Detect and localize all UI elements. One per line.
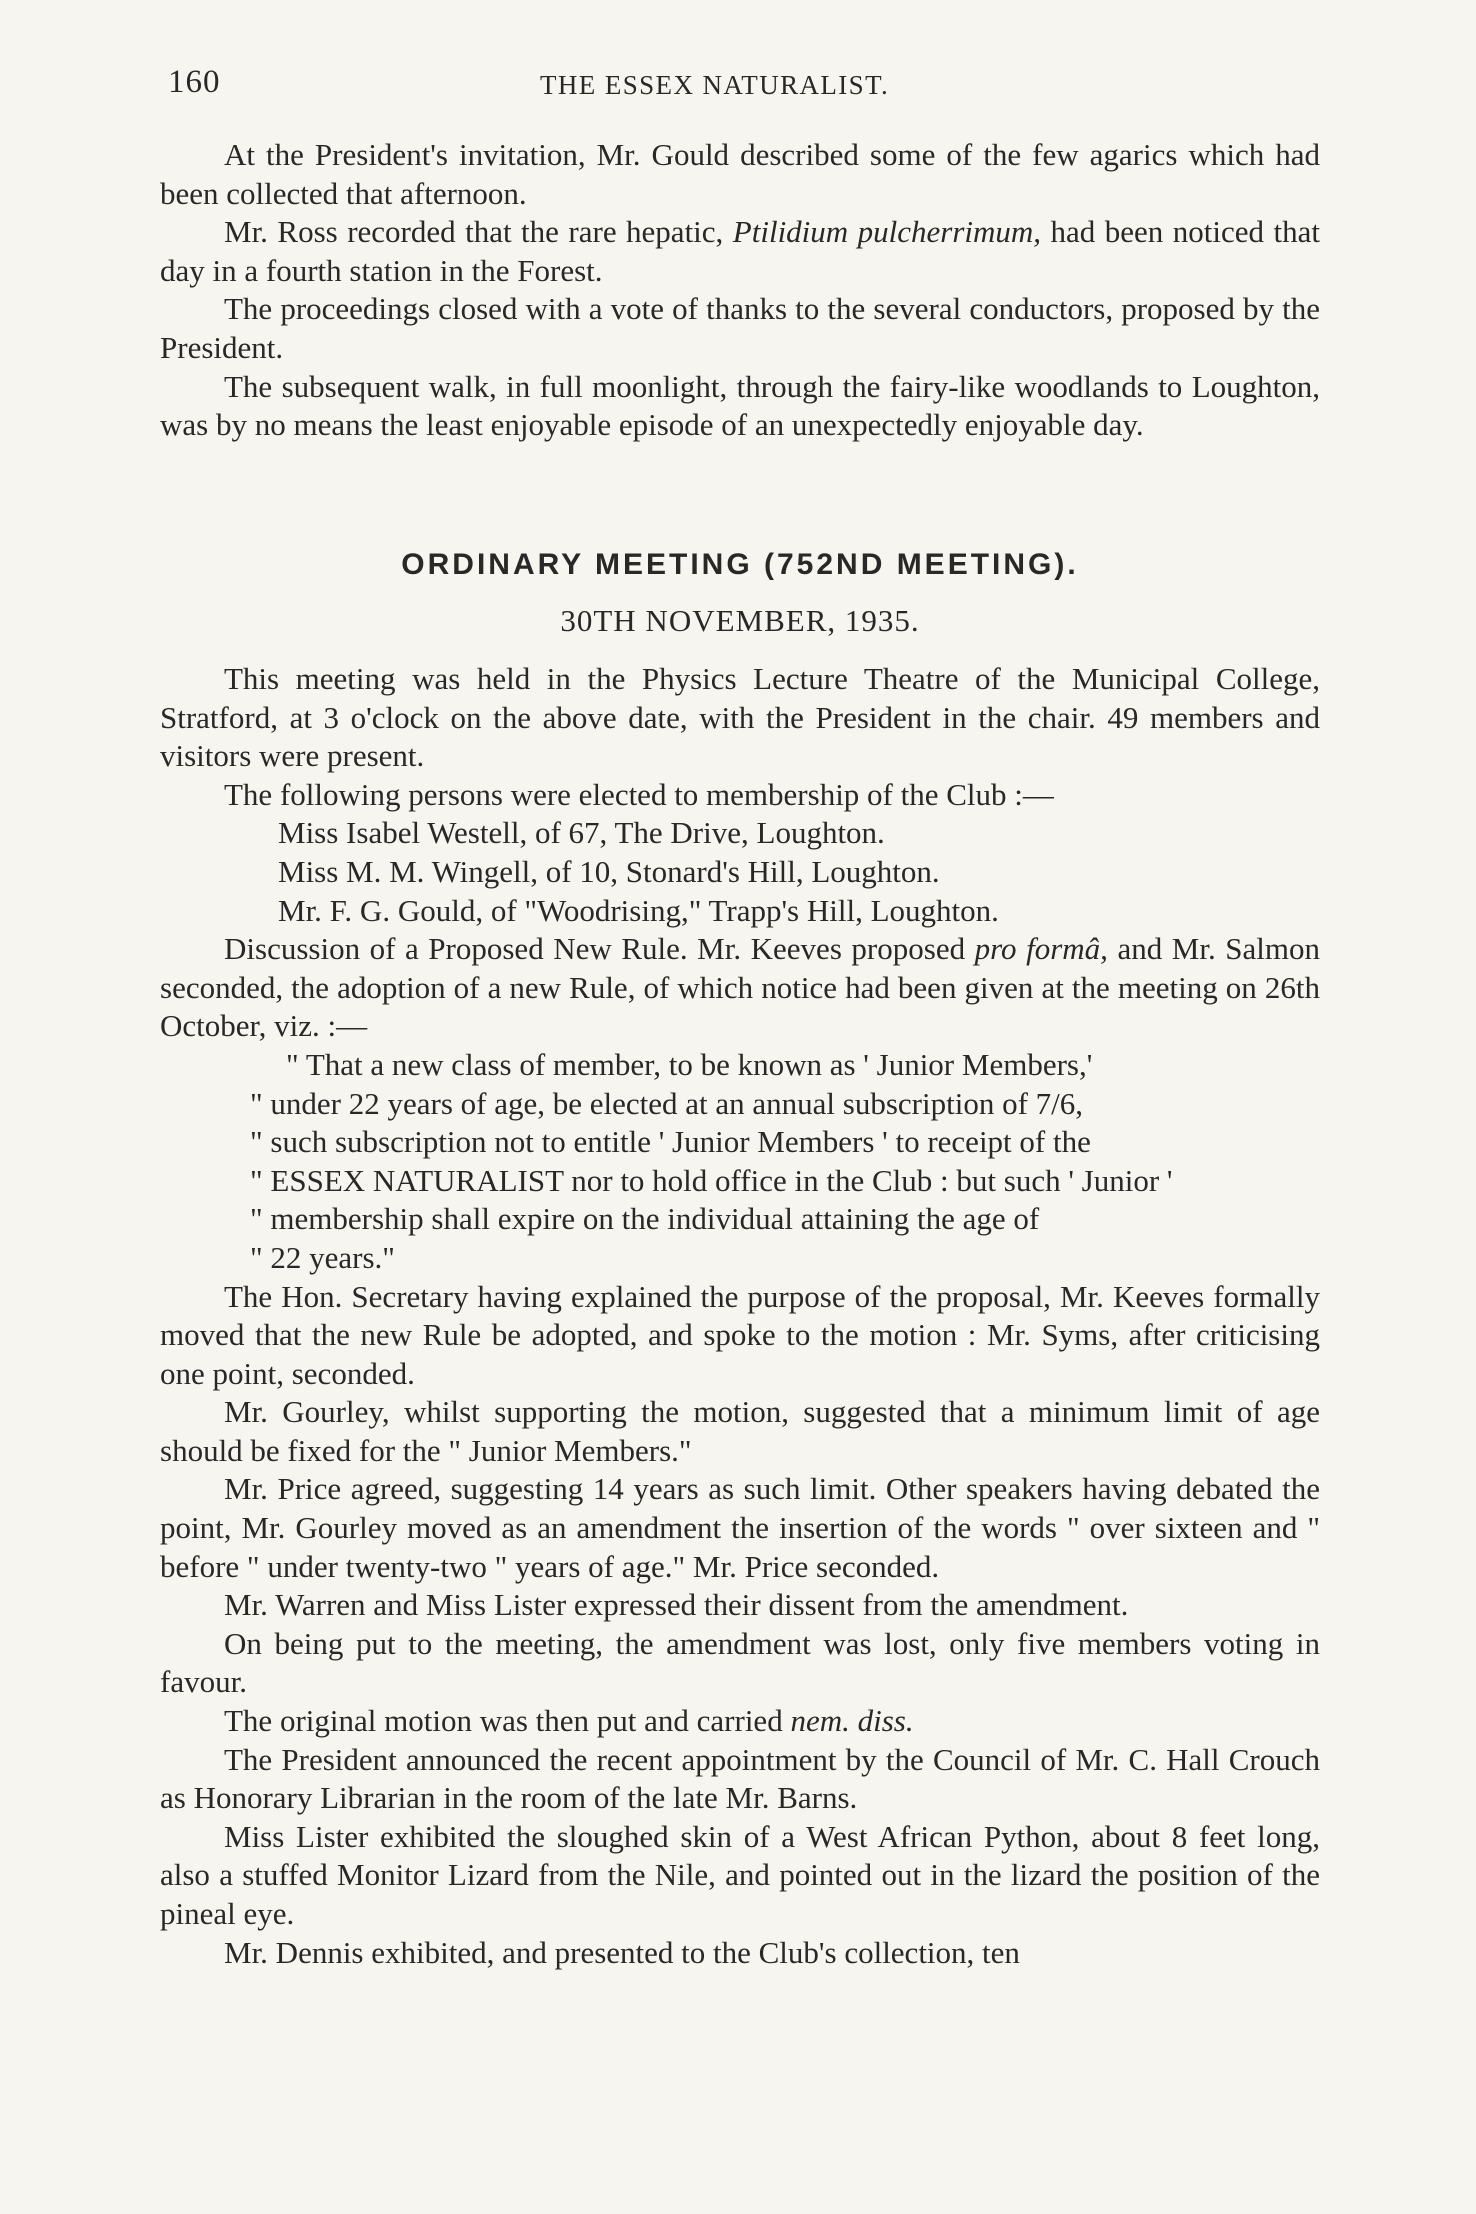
paragraph: The following persons were elected to membership of the Club :— (224, 776, 1054, 812)
list-item: Miss Isabel Westell, of 67, The Drive, Loughton. (278, 815, 885, 851)
page-number: 160 (168, 64, 221, 100)
italic-phrase: nem. diss. (790, 1703, 914, 1739)
text-run: The original motion was then put and carried (224, 1703, 791, 1739)
text-run: Discussion of a Proposed New Rule. Mr. Keeves proposed (224, 931, 975, 967)
text-run: and Mr. Salmon seconded, the adoption of a new Rule, of which notice had been given at the meeting on 26th October, viz. :— (160, 931, 1320, 1044)
paragraph (160, 1702, 1320, 1741)
running-title: THE ESSEX NATURALIST. (540, 70, 890, 100)
paragraph: On being put to the meeting, the amendment was lost, only five members voting in favour. (160, 1625, 1320, 1700)
italic-phrase: pro formâ, (974, 931, 1108, 967)
meeting-date: 30TH NOVEMBER, 1935. (560, 603, 920, 638)
list-item: Miss M. M. Wingell, of 10, Stonard's Hill, Loughton. (278, 853, 940, 889)
paragraph: Mr. Dennis exhibited, and presented to the Club's collection, ten (224, 1934, 1020, 1970)
paragraph: Mr. Gourley, whilst supporting the motion, suggested that a minimum limit of age should be fixed for the " Junior Members." (160, 1394, 1320, 1468)
section-heading: ORDINARY MEETING (752ND MEETING). (401, 548, 1079, 581)
paragraph: Mr. Price agreed, suggesting 14 years as such limit. Other speakers having debated the point, Mr. Gourley moved as an amendment the insertion of the words " over sixteen and " before " under twenty-two " years of age." Mr. Price seconded. (160, 1471, 1320, 1584)
paragraph (160, 930, 1320, 1046)
paragraph: The President announced the recent appointment by the Council of Mr. C. Hall Crouch as Honorary Librarian in the room of the late Mr. Barns. (160, 1741, 1320, 1816)
paragraph: Miss Lister exhibited the sloughed skin of a West African Python, about 8 feet long, also a stuffed Monitor Lizard from the Nile, and pointed out in the lizard the position of the pineal eye. (160, 1818, 1320, 1931)
previous-section-text (160, 136, 1320, 445)
list-item: Mr. F. G. Gould, of "Woodrising," Trapp's Hill, Loughton. (278, 892, 999, 928)
paragraph: This meeting was held in the Physics Lecture Theatre of the Municipal College, Stratford, at 3 o'clock on the above date, with the President in the chair. 49 members and visitors were present. (160, 661, 1320, 774)
quote-line: " membership shall expire on the individual attaining the age of (250, 1201, 1040, 1237)
quote-line: " ESSEX NATURALIST nor to hold office in the Club : but such ' Junior ' (250, 1162, 1173, 1198)
paragraph: The subsequent walk, in full moonlight, through the fairy-like woodlands to Loughton, was by no means the least enjoyable episode of an unexpectedly enjoyable day. (160, 368, 1320, 443)
text-run: Mr. Ross recorded that the rare hepatic, (224, 214, 733, 250)
paragraph (160, 213, 1320, 290)
paragraph: At the President's invitation, Mr. Gould described some of the few agarics which had been collected that afternoon. (160, 137, 1320, 211)
meeting-text (160, 660, 1320, 1972)
text-run: had been noticed that day in a fourth station in the Forest. (160, 214, 1320, 288)
paragraph: The proceedings closed with a vote of thanks to the several conductors, proposed by the President. (160, 291, 1320, 365)
quote-line: " 22 years." (250, 1239, 395, 1275)
elected-members-list (160, 814, 1320, 930)
section-heading-box (160, 548, 1320, 582)
rule-quotation (160, 1046, 1320, 1278)
paragraph: Mr. Warren and Miss Lister expressed their dissent from the amendment. (224, 1587, 1129, 1623)
species-name: Ptilidium pulcherrimum, (732, 214, 1042, 250)
paragraph: The Hon. Secretary having explained the purpose of the proposal, Mr. Keeves formally moved that the new Rule be adopted, and spoke to the motion : Mr. Syms, after criticising one point, seconded. (160, 1278, 1320, 1391)
quote-line: " such subscription not to entitle ' Junior Members ' to receipt of the (250, 1124, 1091, 1160)
quote-line: " That a new class of member, to be known as ' Junior Members,' (286, 1046, 1093, 1082)
quote-line: " under 22 years of age, be elected at an annual subscription of 7/6, (250, 1085, 1084, 1121)
page-header (160, 64, 1326, 108)
